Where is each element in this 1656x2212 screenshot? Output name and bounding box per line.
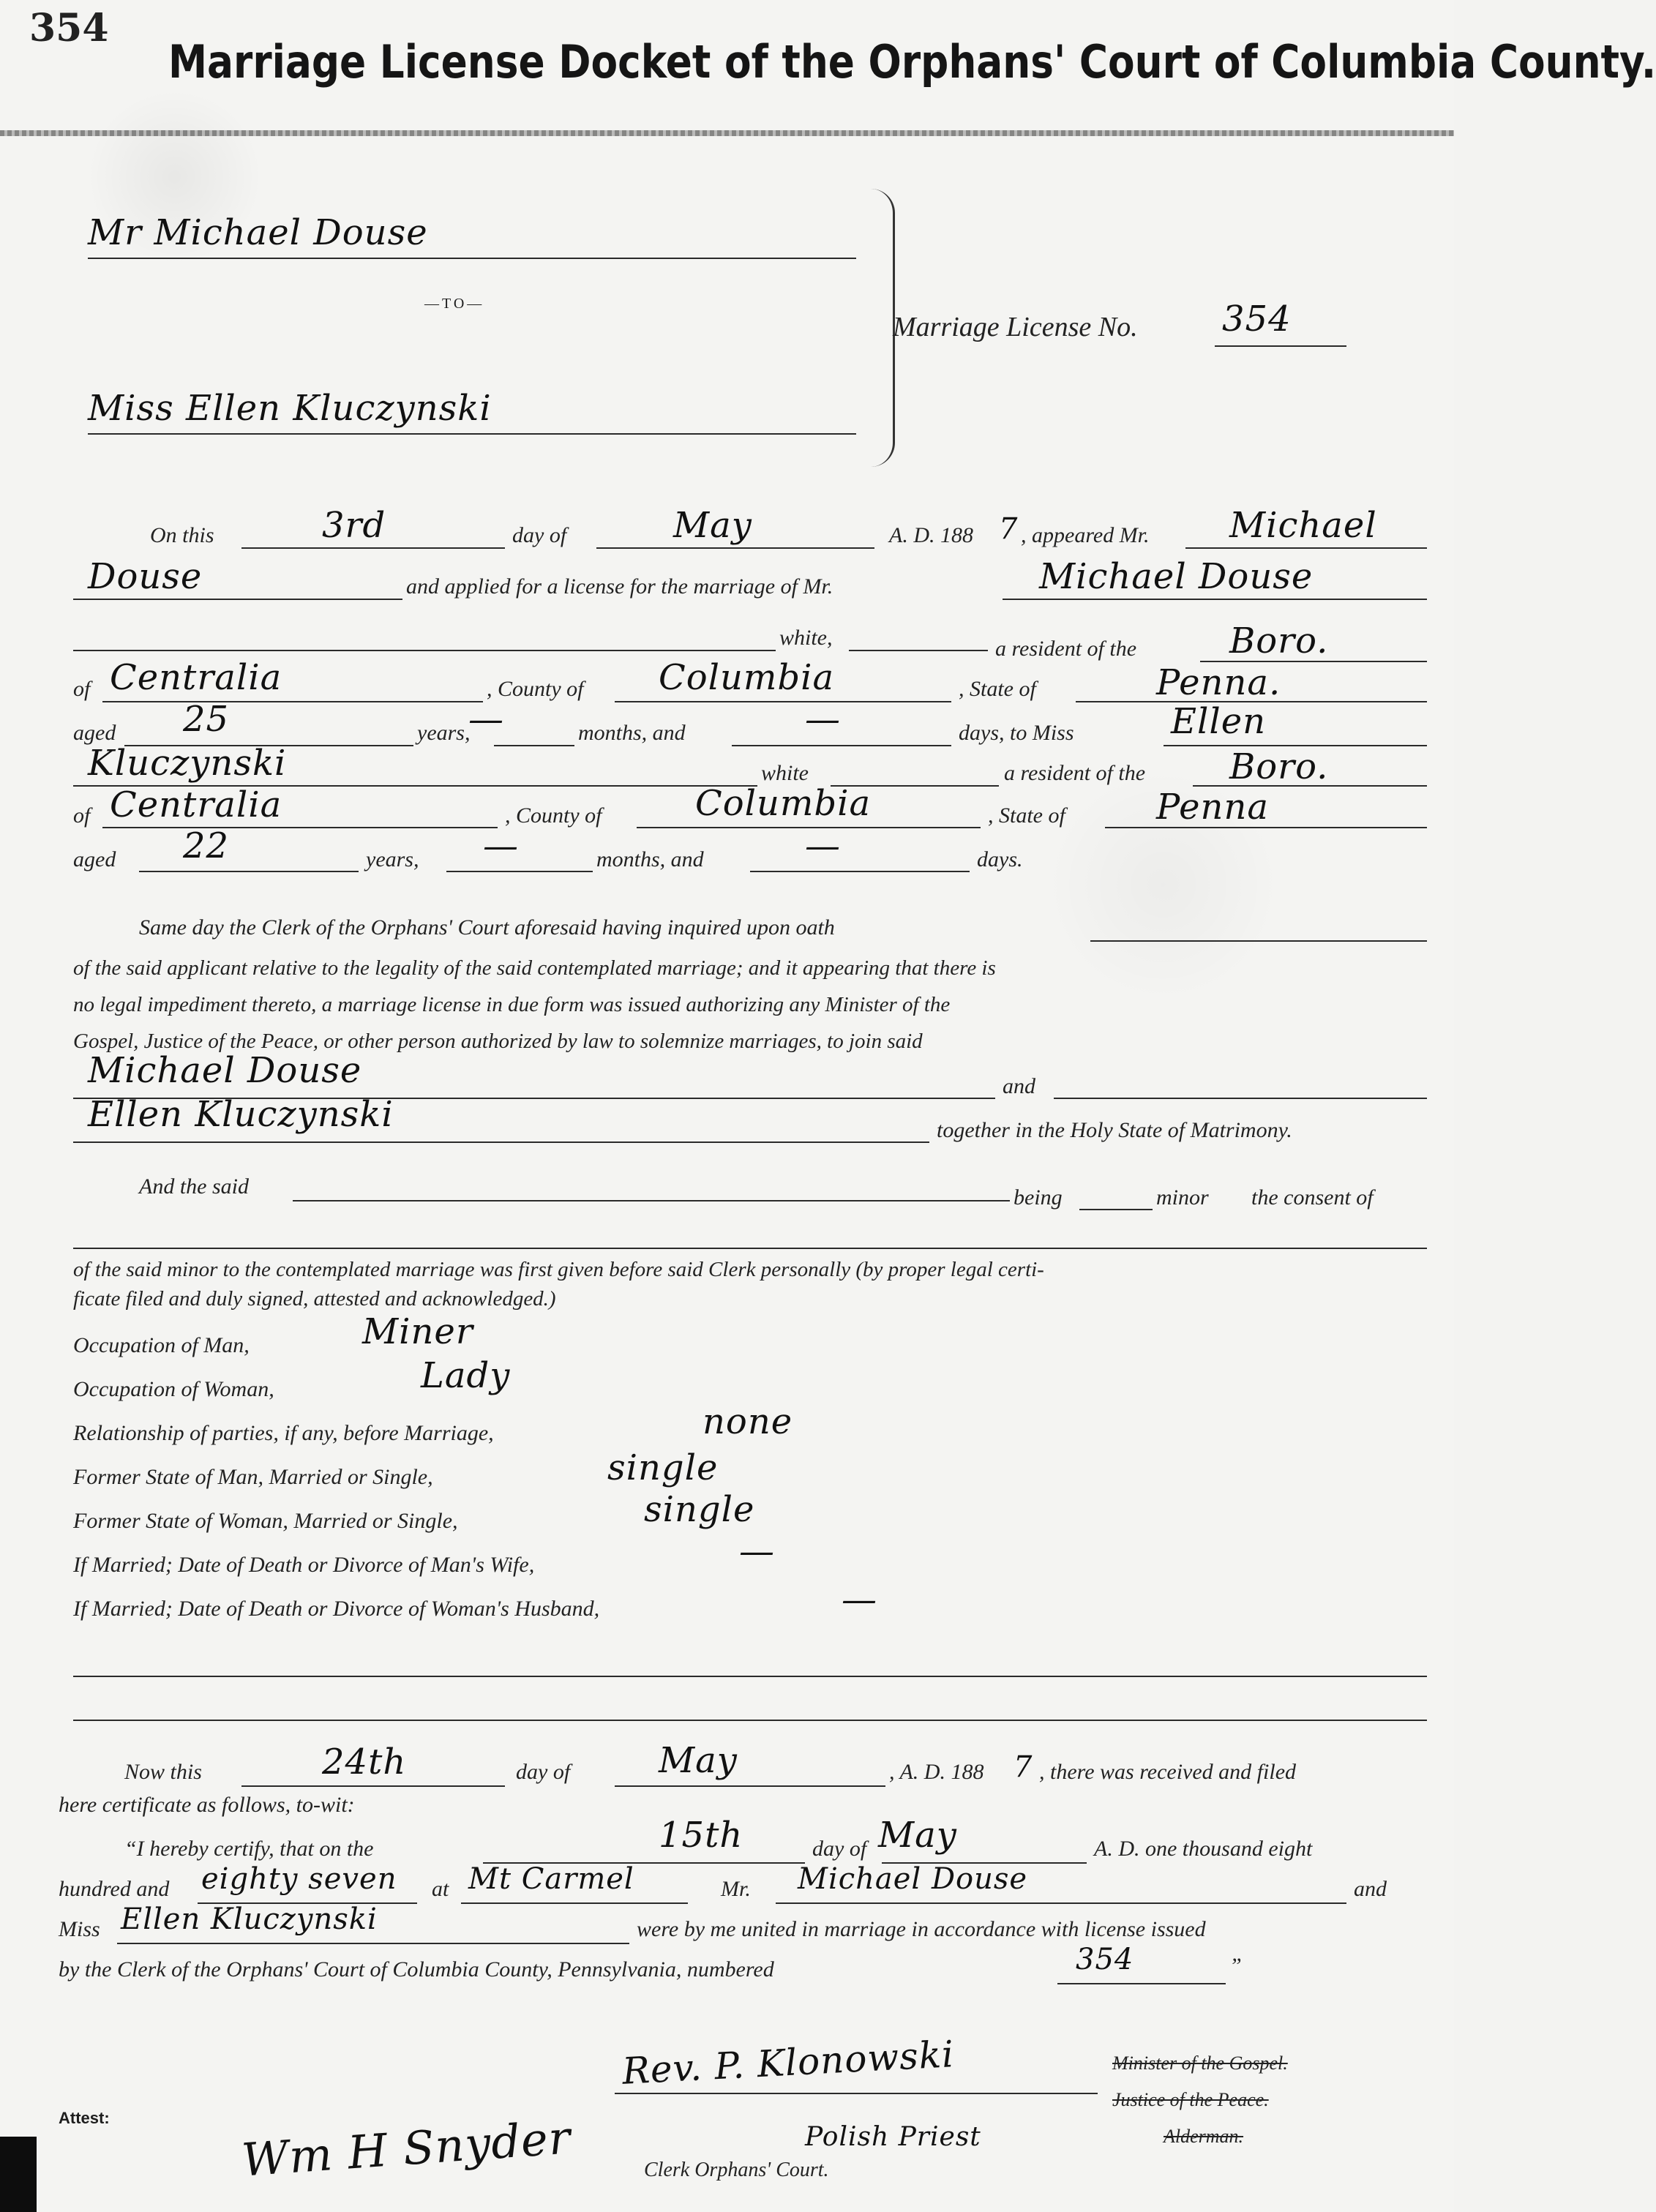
here-label: here certificate as follows, to-wit:: [59, 1793, 355, 1817]
aged-label: aged: [73, 721, 116, 745]
filed-day: 24th: [322, 1742, 407, 1782]
cert-day: 15th: [659, 1815, 743, 1856]
bride-state-line: [1105, 827, 1427, 828]
white-line: [849, 650, 988, 651]
groom-county-line: [615, 701, 951, 702]
groom-age: 25: [183, 699, 230, 740]
cert-place: Mt Carmel: [468, 1862, 634, 1896]
license-label: Marriage License No.: [893, 312, 1138, 342]
bride-days: —: [805, 825, 841, 866]
bride-of-label: of: [73, 803, 91, 828]
bride-months-label: months, and: [596, 847, 704, 871]
occ-woman-value: Lady: [421, 1355, 511, 1396]
minister-title: Polish Priest: [805, 2122, 981, 2152]
join-groom-name: Michael Douse: [88, 1050, 362, 1091]
filed-year-digit: 7: [1014, 1750, 1033, 1784]
bride-state: Penna: [1156, 787, 1269, 828]
applicant-last-name: Douse: [88, 556, 203, 597]
bride-years-label: years,: [366, 847, 419, 871]
attest-label: Attest:: [59, 2109, 110, 2127]
oath-line-4: Gospel, Justice of the Peace, or other person authorized by law to solemnize marriages, to join said: [73, 1030, 923, 1053]
bride-state-label: , State of: [988, 803, 1065, 828]
bride-aged-label: aged: [73, 847, 116, 871]
applicant-first-line: [1185, 547, 1427, 549]
county-label: , County of: [487, 677, 584, 701]
oath-line-1-rule: [1090, 940, 1427, 942]
applicant-first-name: Michael: [1229, 505, 1377, 546]
bride-months-line: [446, 871, 593, 872]
to-label: —TO—: [424, 296, 485, 312]
license-number: 354: [1222, 299, 1292, 340]
now-this-label: Now this: [124, 1760, 202, 1784]
cert-bride: Ellen Kluczynski: [121, 1902, 378, 1936]
cert-year-words: eighty seven: [201, 1862, 397, 1896]
bride-age: 22: [183, 825, 230, 866]
oath-line-2: of the said applicant relative to the legality of the said contemplated marriage; and it appearing that there is: [73, 956, 996, 980]
groom-name: Mr Michael Douse: [88, 212, 428, 253]
bride-days-line: [750, 871, 970, 872]
cert-number: 354: [1076, 1943, 1134, 1976]
being-label: being: [1014, 1185, 1063, 1210]
days-to-label: days, to Miss: [959, 721, 1074, 745]
state-man-value: single: [607, 1447, 719, 1488]
received-label: , there was received and filed: [1039, 1760, 1297, 1784]
minor-line-2: of the said minor to the contemplated marriage was first given before said Clerk personally (by proper legal certi-: [73, 1258, 1044, 1281]
and-said-label: And the said: [139, 1174, 249, 1199]
filed-month: May: [659, 1740, 738, 1781]
bride-age-line: [139, 871, 359, 872]
bride-county-label: , County of: [505, 803, 602, 828]
consent-label: the consent of: [1251, 1185, 1374, 1210]
docket-title: Marriage License Docket of the Orphans' Court of Columbia County.: [168, 35, 1656, 89]
being-line: [1079, 1209, 1153, 1210]
details-blank-line-2: [73, 1720, 1427, 1721]
applied-label: and applied for a license for the marriage of Mr.: [406, 574, 833, 599]
cert-day-of-label: day of: [812, 1837, 867, 1861]
groom-state: Penna.: [1156, 662, 1281, 703]
oath-line-3: no legal impediment thereto, a marriage license in due form was issued authorizing any Minister of the: [73, 993, 951, 1016]
details-blank-line-1: [73, 1676, 1427, 1677]
at-label: at: [432, 1877, 449, 1901]
header-rule: [0, 130, 1454, 136]
groom-days: —: [805, 699, 841, 740]
white-label: white,: [779, 626, 833, 650]
groom-county: Columbia: [659, 657, 835, 698]
cert-place-line: [461, 1902, 688, 1904]
groom-resident: Boro.: [1229, 621, 1329, 661]
holy-matrimony-label: together in the Holy State of Matrimony.: [937, 1118, 1292, 1142]
groom-days-line: [732, 745, 951, 746]
occ-man-label: Occupation of Man,: [73, 1333, 250, 1357]
state-man-label: Former State of Man, Married or Single,: [73, 1465, 433, 1489]
bride-town: Centralia: [110, 784, 282, 825]
bride-white-label: white: [761, 761, 809, 785]
cert-month: May: [878, 1815, 957, 1856]
filed-ad-label: , A. D. 188: [889, 1760, 984, 1784]
years-label: years,: [417, 721, 471, 745]
opt-alderman: Alderman.: [1164, 2126, 1244, 2147]
application-day-line: [241, 547, 505, 549]
united-label: were by me united in marriage in accordance with license issued: [637, 1917, 1206, 1941]
death-husband-label: If Married; Date of Death or Divorce of Woman's Husband,: [73, 1597, 600, 1621]
months-label: months, and: [578, 721, 686, 745]
close-quote: ”: [1229, 1954, 1242, 1978]
death-wife-label: If Married; Date of Death or Divorce of Man's Wife,: [73, 1553, 535, 1577]
groom-name-line: [88, 258, 856, 259]
parties-brace: [871, 189, 895, 467]
application-month-line: [596, 547, 874, 549]
cert-groom: Michael Douse: [798, 1862, 1028, 1896]
clerk-signature: Wm H Snyder: [240, 2110, 573, 2187]
death-husband-value: —: [842, 1579, 877, 1620]
minor-blank-line: [73, 1248, 1427, 1249]
license-number-line: [1215, 345, 1346, 347]
groom-months: —: [468, 699, 504, 740]
oath-line-1: Same day the Clerk of the Orphans' Court aforesaid having inquired upon oath: [139, 915, 835, 940]
minor-line-3: ficate filed and duly signed, attested and acknowledged.): [73, 1287, 556, 1311]
filed-day-of-label: day of: [516, 1760, 571, 1784]
application-year-digit: 7: [999, 512, 1019, 546]
join-and-label: and: [1003, 1074, 1035, 1098]
occ-woman-label: Occupation of Woman,: [73, 1377, 274, 1401]
bride-resident: Boro.: [1229, 746, 1329, 787]
thousand-label: A. D. one thousand eight: [1094, 1837, 1313, 1861]
miss-label: Miss: [59, 1917, 100, 1941]
bride-name: Miss Ellen Kluczynski: [88, 388, 492, 429]
and-said-line: [293, 1200, 1010, 1201]
day-of-label: day of: [512, 523, 567, 547]
cert-bride-line: [117, 1943, 629, 1944]
minister-signature: Rev. P. Klonowski: [621, 2033, 956, 2093]
application-month: May: [673, 505, 752, 546]
of-label: of: [73, 677, 91, 701]
mr-label: Mr.: [721, 1877, 751, 1901]
bride-first-name: Ellen: [1171, 701, 1267, 742]
bride-town-line: [102, 827, 498, 828]
bride-months: —: [483, 825, 519, 866]
cert-number-line: [1057, 1983, 1226, 1984]
groom-town-line: [102, 701, 483, 702]
join-bride-line: [73, 1141, 929, 1143]
scan-edge-shadow: [0, 2137, 37, 2212]
filed-month-line: [615, 1785, 885, 1787]
groom-town: Centralia: [110, 657, 282, 698]
on-this-label: On this: [150, 523, 214, 547]
hundred-label: hundred and: [59, 1877, 170, 1901]
state-woman-label: Former State of Woman, Married or Single,: [73, 1509, 458, 1533]
application-day: 3rd: [322, 505, 386, 546]
groom-full-line: [1003, 599, 1427, 600]
join-and-line: [1054, 1098, 1427, 1099]
relationship-value: none: [703, 1401, 793, 1442]
opt-justice: Justice of the Peace.: [1112, 2089, 1269, 2110]
blank-line-1: [73, 650, 776, 651]
cert-groom-line: [776, 1902, 1346, 1904]
minister-signature-line: [615, 2093, 1098, 2094]
opt-minister: Minister of the Gospel.: [1112, 2052, 1288, 2074]
resident-label: a resident of the: [995, 637, 1137, 661]
occ-man-value: Miner: [362, 1311, 473, 1352]
applicant-last-line: [73, 599, 402, 600]
page-number: 354: [29, 6, 109, 50]
groom-months-line: [494, 745, 574, 746]
minor-label: minor: [1156, 1185, 1209, 1210]
certify-label: “I hereby certify, that on the: [124, 1837, 374, 1861]
cert-and-label: and: [1354, 1877, 1387, 1901]
clerk-title: Clerk Orphans' Court.: [644, 2159, 829, 2181]
filed-day-line: [241, 1785, 505, 1787]
bride-resident-label: a resident of the: [1004, 761, 1146, 785]
bride-county: Columbia: [695, 783, 872, 824]
bride-days-label: days.: [977, 847, 1023, 871]
bride-name-line: [88, 433, 856, 435]
state-label: , State of: [959, 677, 1036, 701]
groom-full-name: Michael Douse: [1039, 556, 1314, 597]
state-woman-value: single: [644, 1489, 755, 1530]
bride-last-name: Kluczynski: [88, 743, 287, 784]
appeared-label: , appeared Mr.: [1021, 523, 1150, 547]
join-bride-name: Ellen Kluczynski: [88, 1094, 394, 1135]
ad-label: A. D. 188: [889, 523, 973, 547]
death-wife-value: —: [739, 1531, 775, 1572]
relationship-label: Relationship of parties, if any, before Marriage,: [73, 1421, 494, 1445]
clerk-numbered-label: by the Clerk of the Orphans' Court of Columbia County, Pennsylvania, numbered: [59, 1957, 774, 1982]
